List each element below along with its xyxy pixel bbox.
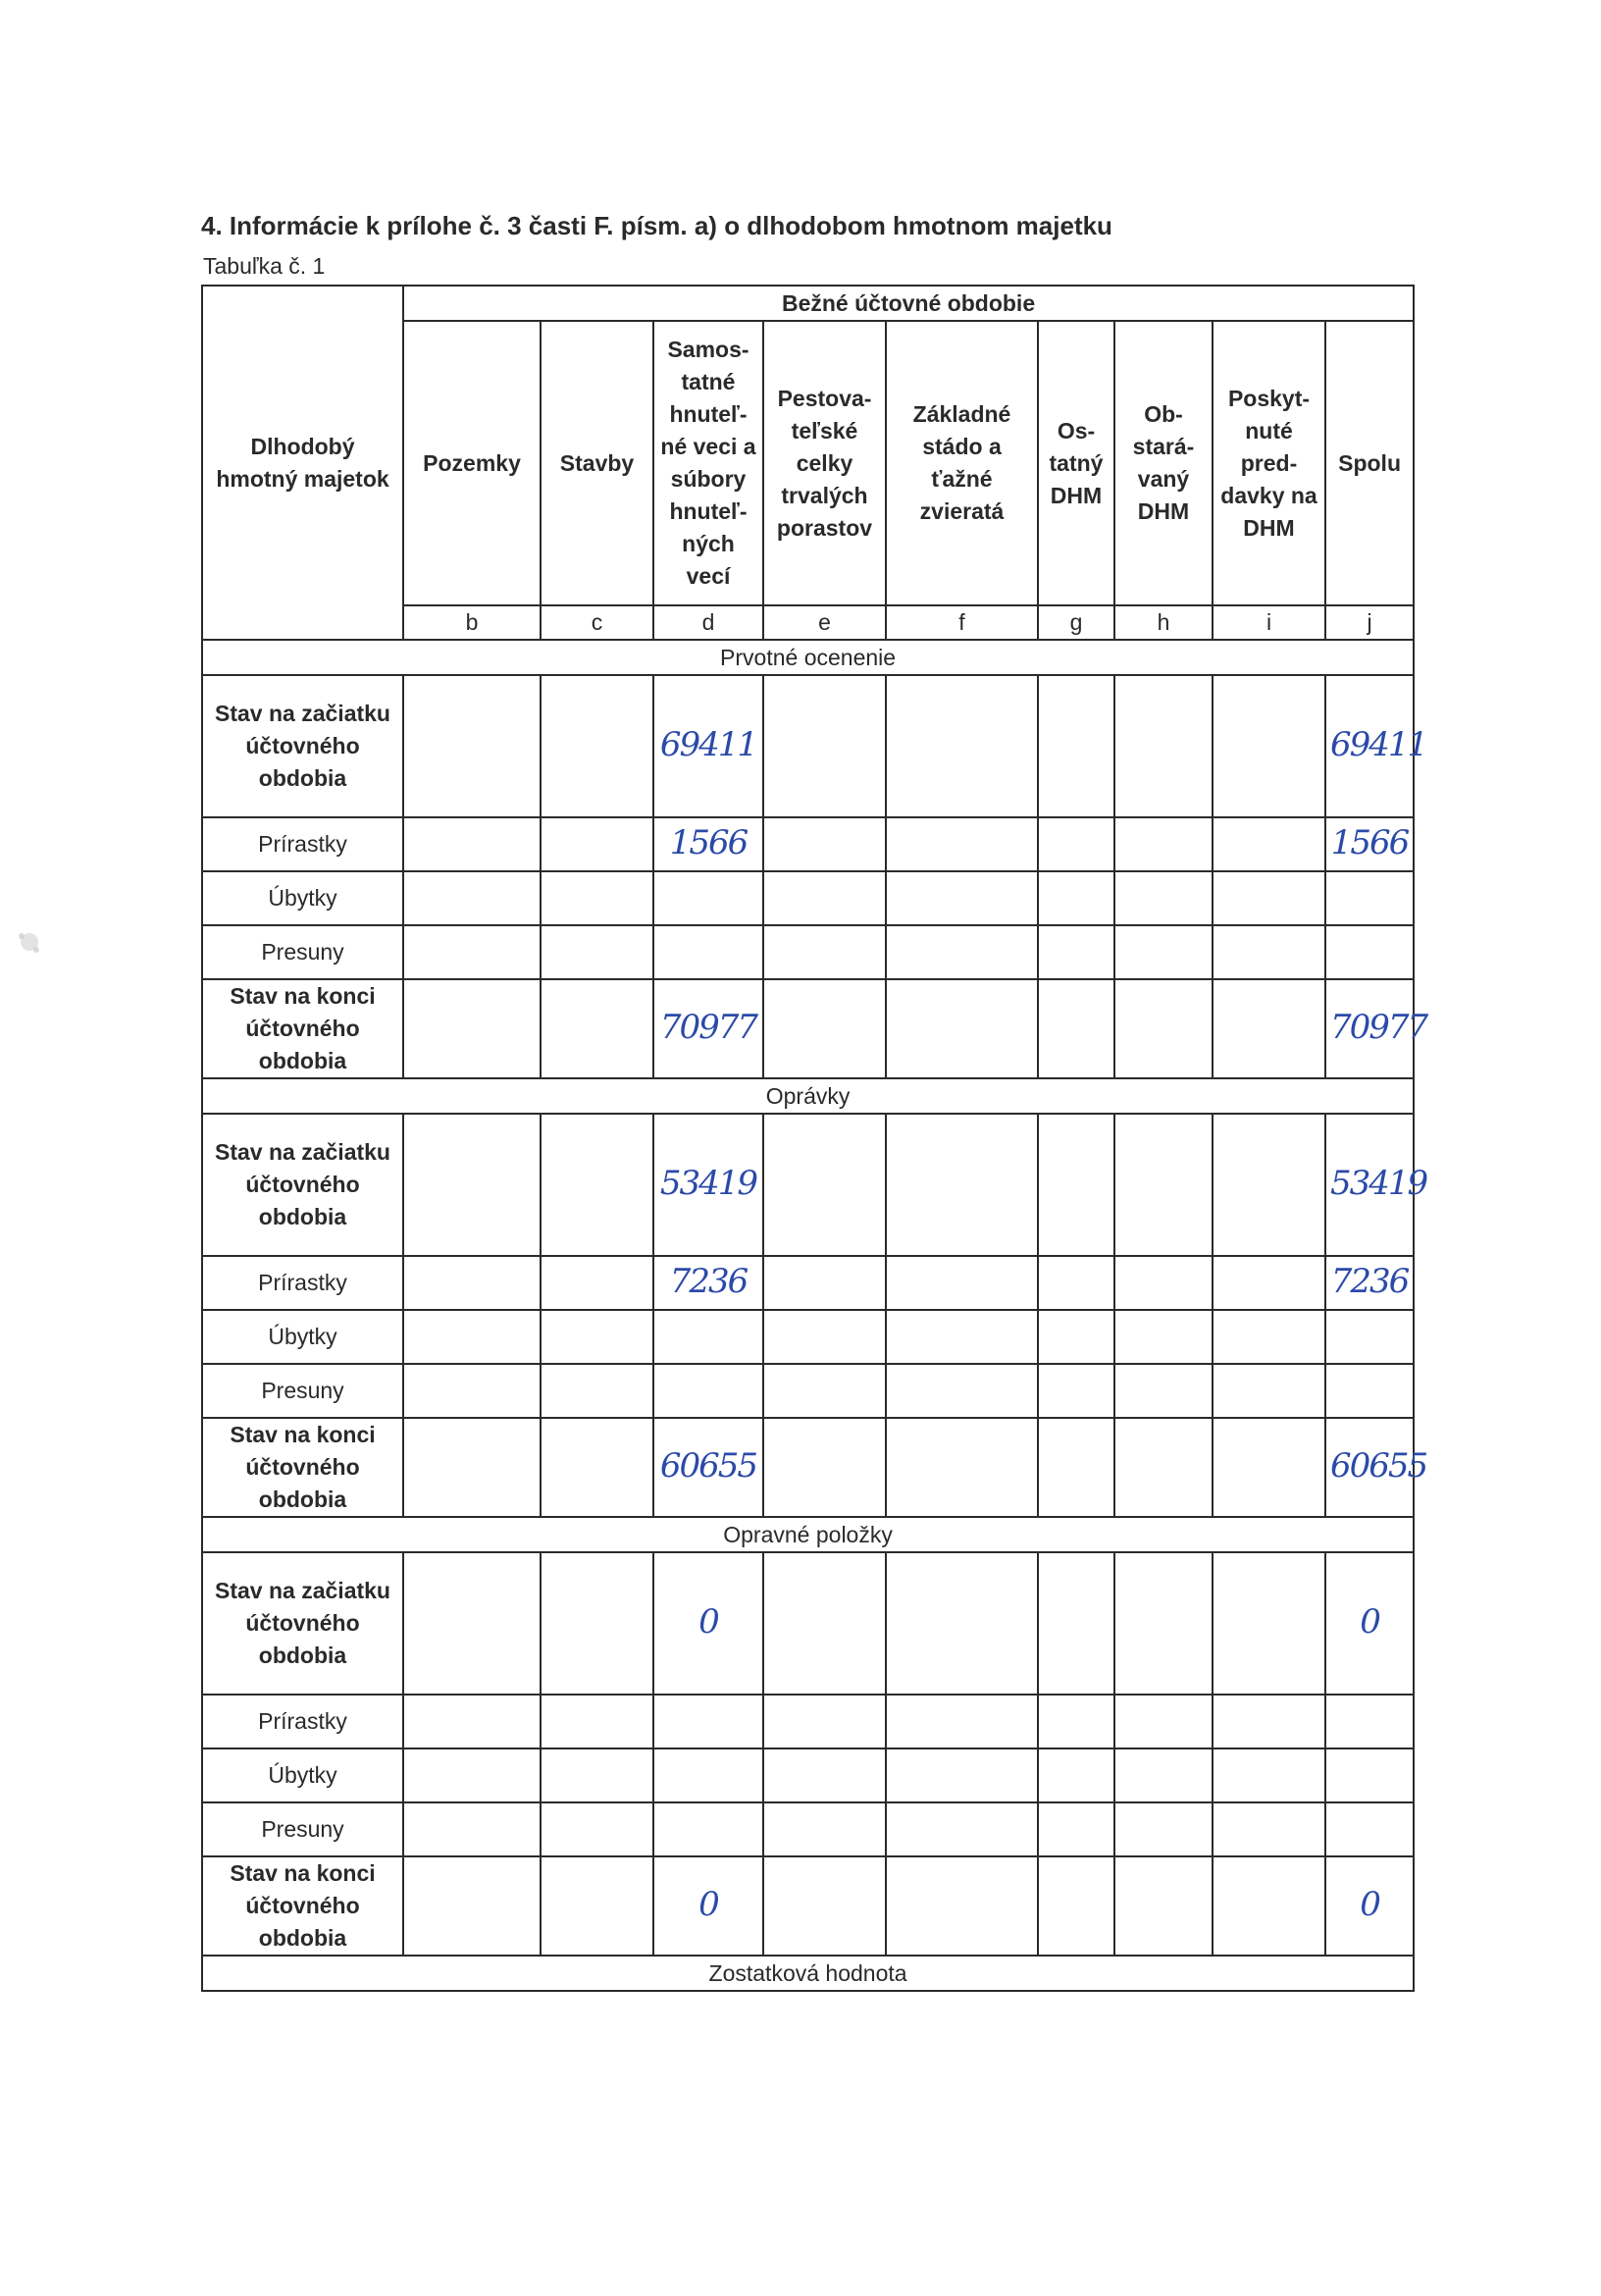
table-row	[202, 1310, 1414, 1364]
cell-c	[541, 1552, 653, 1695]
column-letter: d	[653, 605, 763, 640]
cell-g	[1038, 1802, 1114, 1856]
cell-i	[1213, 1310, 1325, 1364]
cell-g	[1038, 871, 1114, 925]
handwritten-value: 53419	[1330, 1163, 1427, 1203]
cell-j	[1325, 1114, 1427, 1256]
cell-h	[1114, 925, 1213, 979]
table-row	[202, 1552, 1414, 1695]
table-row	[202, 1695, 1414, 1748]
table-row	[202, 817, 1414, 871]
cell-c	[541, 871, 653, 925]
column-letter: j	[1325, 605, 1414, 640]
cell-g	[1038, 1418, 1114, 1517]
cell-b	[403, 1748, 541, 1802]
cell-d	[653, 1695, 763, 1748]
cell-b	[403, 871, 541, 925]
cell-d	[653, 1802, 763, 1856]
cell-c	[541, 925, 653, 979]
header-asset-label: Dlhodobý hmotný majetok	[216, 433, 389, 492]
cell-c	[541, 1695, 653, 1748]
cell-h	[1114, 817, 1213, 871]
row-label: Stav na konci účtovného obdobia	[202, 1418, 403, 1517]
cell-b	[403, 1256, 541, 1310]
row-label: Úbytky	[202, 1310, 403, 1364]
cell-e	[763, 1802, 886, 1856]
handwritten-value: 0	[698, 1884, 718, 1924]
cell-f	[886, 675, 1038, 817]
table-row	[202, 1256, 1414, 1310]
cell-j	[1325, 925, 1414, 979]
cell-d	[653, 1748, 763, 1802]
header-samostatne-hnutelne-veci: Samos- tatné hnuteľ- né veci a súbory hnuteľ- ných vecí	[653, 321, 763, 605]
cell-h	[1114, 1310, 1213, 1364]
cell-b	[403, 1552, 541, 1695]
cell-c	[541, 675, 653, 817]
handwritten-value: 7236	[669, 1261, 748, 1301]
section-heading: 4. Informácie k prílohe č. 3 časti F. písm. a) o dlhodobom hmotnom majetku	[201, 211, 1112, 240]
cell-g	[1038, 1256, 1114, 1310]
column-letter: h	[1114, 605, 1213, 640]
cell-c	[541, 1748, 653, 1802]
cell-i	[1213, 1418, 1325, 1517]
column-letter: g	[1038, 605, 1114, 640]
cell-b	[403, 675, 541, 817]
cell-h	[1114, 1748, 1213, 1802]
cell-j	[1325, 1695, 1414, 1748]
row-label: Stav na konci účtovného obdobia	[202, 979, 403, 1078]
handwritten-value: 1566	[669, 822, 748, 862]
cell-h	[1114, 1856, 1213, 1956]
cell-f	[886, 979, 1038, 1078]
cell-i	[1213, 1114, 1325, 1256]
cell-h	[1114, 1256, 1213, 1310]
cell-b	[403, 1310, 541, 1364]
cell-e	[763, 1418, 886, 1517]
cell-c	[541, 1256, 653, 1310]
row-label: Stav na začiatku účtovného obdobia	[202, 1114, 403, 1256]
section-row	[202, 640, 1414, 675]
row-label: Presuny	[202, 925, 403, 979]
cell-g	[1038, 979, 1114, 1078]
cell-i	[1213, 1695, 1325, 1748]
handwritten-value: 53419	[659, 1163, 757, 1203]
cell-g	[1038, 1310, 1114, 1364]
cell-j	[1325, 1310, 1414, 1364]
cell-j	[1325, 675, 1427, 817]
zostatkova-hodnota-row: Zostatková hodnota	[202, 1956, 1414, 1991]
cell-d	[653, 1856, 763, 1956]
cell-d	[653, 1114, 763, 1256]
cell-b	[403, 1695, 541, 1748]
column-letter: b	[403, 605, 541, 640]
cell-f	[886, 1114, 1038, 1256]
cell-c	[541, 1418, 653, 1517]
column-letter: e	[763, 605, 886, 640]
header-period: Bežné účtovné obdobie	[403, 286, 1414, 321]
cell-b	[403, 979, 541, 1078]
row-label: Úbytky	[202, 871, 403, 925]
header-poskytnute-preddavky: Poskyt- nuté pred- davky na DHM	[1213, 321, 1325, 605]
table-row	[202, 925, 1414, 979]
cell-f	[886, 1364, 1038, 1418]
cell-h	[1114, 1364, 1213, 1418]
cell-b	[403, 817, 541, 871]
cell-g	[1038, 1552, 1114, 1695]
cell-j	[1325, 871, 1414, 925]
cell-h	[1114, 1552, 1213, 1695]
cell-c	[541, 1802, 653, 1856]
cell-d	[653, 1552, 763, 1695]
cell-d	[653, 1310, 763, 1364]
cell-j	[1325, 1802, 1414, 1856]
cell-e	[763, 1310, 886, 1364]
cell-c	[541, 1856, 653, 1956]
handwritten-value: 0	[1360, 1884, 1379, 1924]
cell-g	[1038, 925, 1114, 979]
cell-e	[763, 1552, 886, 1695]
cell-e	[763, 1364, 886, 1418]
table-row	[202, 1114, 1414, 1256]
cell-j	[1325, 817, 1414, 871]
cell-f	[886, 1256, 1038, 1310]
cell-g	[1038, 675, 1114, 817]
column-letter: f	[886, 605, 1038, 640]
cell-d	[653, 925, 763, 979]
cell-f	[886, 1748, 1038, 1802]
column-letter: c	[541, 605, 653, 640]
cell-i	[1213, 1856, 1325, 1956]
cell-h	[1114, 1418, 1213, 1517]
cell-h	[1114, 675, 1213, 817]
table-row	[202, 1856, 1414, 1956]
cell-f	[886, 1552, 1038, 1695]
header-zakladne-stado: Základné stádo a ťažné zvieratá	[886, 321, 1038, 605]
handwritten-value: 0	[698, 1601, 718, 1642]
row-label: Prírastky	[202, 817, 403, 871]
header-spolu: Spolu	[1325, 321, 1414, 605]
cell-i	[1213, 1552, 1325, 1695]
cell-i	[1213, 817, 1325, 871]
header-cell-asset	[202, 286, 403, 640]
handwritten-value: 60655	[659, 1445, 757, 1486]
handwritten-value: 1566	[1330, 822, 1409, 862]
cell-e	[763, 1856, 886, 1956]
fixed-assets-table	[201, 285, 1427, 1992]
table-label: Tabuľka č. 1	[203, 253, 326, 279]
cell-f	[886, 817, 1038, 871]
row-label: Stav na začiatku účtovného obdobia	[202, 675, 403, 817]
cell-i	[1213, 1364, 1325, 1418]
section-row	[202, 1078, 1414, 1114]
cell-f	[886, 1802, 1038, 1856]
handwritten-value: 70977	[659, 1007, 757, 1047]
cell-g	[1038, 1364, 1114, 1418]
cell-e	[763, 817, 886, 871]
cell-c	[541, 979, 653, 1078]
row-label: Presuny	[202, 1364, 403, 1418]
handwritten-value: 69411	[659, 724, 757, 764]
cell-f	[886, 871, 1038, 925]
cell-j	[1325, 1418, 1427, 1517]
cell-e	[763, 675, 886, 817]
header-obstaravany-dhm: Ob- stará- vaný DHM	[1114, 321, 1213, 605]
cell-j	[1325, 1552, 1414, 1695]
cell-b	[403, 1802, 541, 1856]
cell-i	[1213, 871, 1325, 925]
header-stavby: Stavby	[541, 321, 653, 605]
cell-d	[653, 817, 763, 871]
row-label: Stav na konci účtovného obdobia	[202, 1856, 403, 1956]
row-label: Prírastky	[202, 1695, 403, 1748]
handwritten-value: 60655	[1330, 1445, 1427, 1486]
cell-d	[653, 1418, 763, 1517]
cell-h	[1114, 1802, 1213, 1856]
handwritten-value: 69411	[1330, 724, 1427, 764]
cell-b	[403, 1114, 541, 1256]
scan-smudge	[12, 922, 47, 962]
cell-i	[1213, 925, 1325, 979]
cell-h	[1114, 871, 1213, 925]
table-row	[202, 1364, 1414, 1418]
cell-e	[763, 1748, 886, 1802]
cell-j	[1325, 979, 1427, 1078]
cell-e	[763, 979, 886, 1078]
cell-b	[403, 1364, 541, 1418]
table-row	[202, 1418, 1414, 1517]
row-label: Stav na začiatku účtovného obdobia	[202, 1552, 403, 1695]
cell-e	[763, 925, 886, 979]
table-row	[202, 871, 1414, 925]
table-row	[202, 979, 1414, 1078]
table-row	[202, 1748, 1414, 1802]
cell-f	[886, 925, 1038, 979]
cell-j	[1325, 1364, 1414, 1418]
cell-i	[1213, 1802, 1325, 1856]
handwritten-value: 7236	[1330, 1261, 1409, 1301]
header-pozemky: Pozemky	[403, 321, 541, 605]
row-label: Úbytky	[202, 1748, 403, 1802]
cell-h	[1114, 1695, 1213, 1748]
cell-f	[886, 1418, 1038, 1517]
table-row	[202, 1802, 1414, 1856]
cell-e	[763, 1695, 886, 1748]
handwritten-value: 0	[1360, 1601, 1379, 1642]
cell-b	[403, 1856, 541, 1956]
cell-g	[1038, 817, 1114, 871]
cell-g	[1038, 1114, 1114, 1256]
cell-d	[653, 1256, 763, 1310]
section-title: Oprávky	[202, 1078, 1414, 1114]
cell-b	[403, 1418, 541, 1517]
section-title: Prvotné ocenenie	[202, 640, 1414, 675]
cell-f	[886, 1856, 1038, 1956]
handwritten-value: 70977	[1330, 1007, 1427, 1047]
cell-c	[541, 1114, 653, 1256]
cell-i	[1213, 1256, 1325, 1310]
header-pestovatelske-celky: Pestova- teľské celky trvalých porastov	[763, 321, 886, 605]
header-ostatny-dhm: Os- tatný DHM	[1038, 321, 1114, 605]
cell-g	[1038, 1748, 1114, 1802]
cell-e	[763, 1114, 886, 1256]
row-label: Prírastky	[202, 1256, 403, 1310]
row-label: Presuny	[202, 1802, 403, 1856]
cell-j	[1325, 1256, 1414, 1310]
cell-i	[1213, 1748, 1325, 1802]
cell-h	[1114, 979, 1213, 1078]
cell-c	[541, 1364, 653, 1418]
section-title: Opravné položky	[202, 1517, 1414, 1552]
cell-d	[653, 979, 763, 1078]
cell-g	[1038, 1856, 1114, 1956]
cell-e	[763, 871, 886, 925]
cell-h	[1114, 1114, 1213, 1256]
section-row	[202, 1517, 1414, 1552]
cell-f	[886, 1695, 1038, 1748]
cell-f	[886, 1310, 1038, 1364]
table-row	[202, 675, 1414, 817]
cell-e	[763, 1256, 886, 1310]
cell-b	[403, 925, 541, 979]
column-letter: i	[1213, 605, 1325, 640]
cell-j	[1325, 1748, 1414, 1802]
table-body	[202, 640, 1427, 1956]
cell-d	[653, 675, 763, 817]
cell-c	[541, 817, 653, 871]
cell-g	[1038, 1695, 1114, 1748]
cell-d	[653, 1364, 763, 1418]
cell-c	[541, 1310, 653, 1364]
cell-d	[653, 871, 763, 925]
cell-i	[1213, 675, 1325, 817]
cell-j	[1325, 1856, 1414, 1956]
cell-i	[1213, 979, 1325, 1078]
